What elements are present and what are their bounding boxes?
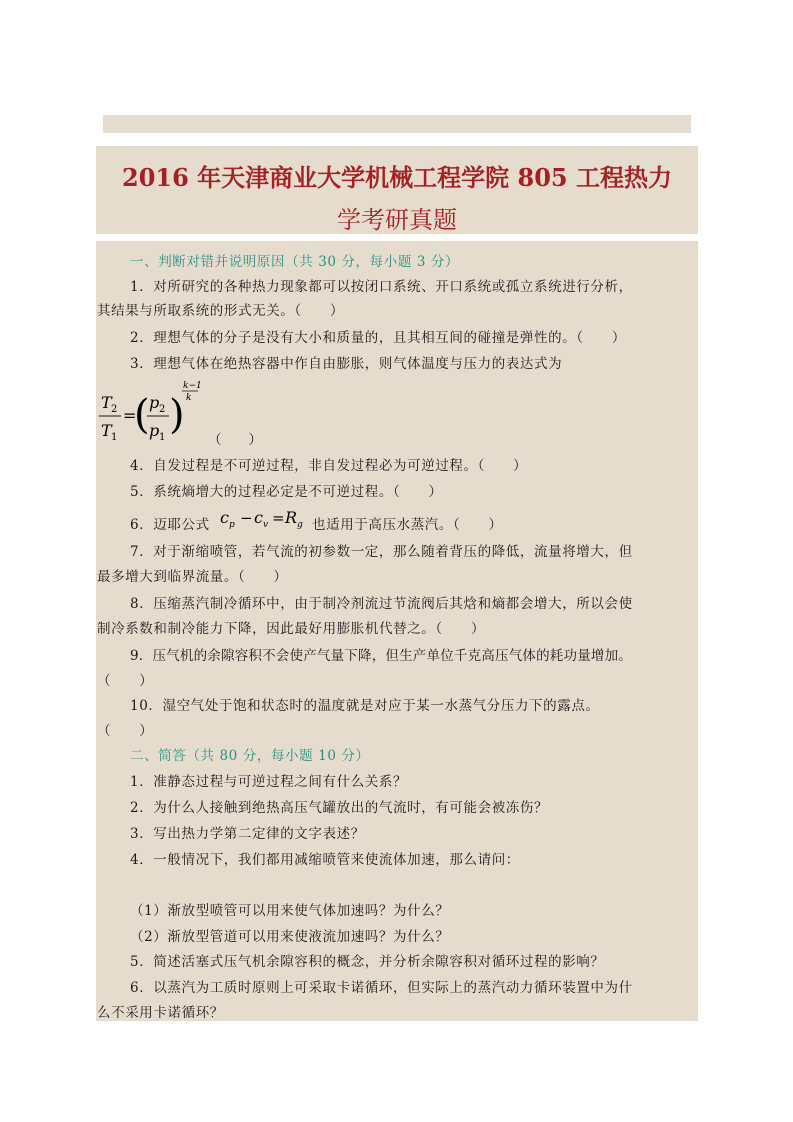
formula-T2: T xyxy=(101,393,112,412)
formula-T1: T xyxy=(101,421,112,440)
question-10-line1: 10．湿空气处于饱和状态时的温度就是对应于某一水蒸气分压力下的露点。 xyxy=(130,698,600,714)
page-title: 2016 年天津商业大学机械工程学院 805 工程热力 xyxy=(122,163,672,192)
question-8-line2: 制冷系数和制冷能力下降，因此最好用膨胀机代替之。（ ） xyxy=(97,621,486,637)
question-9-line1: 9．压气机的余隙容积不会使产气量下降，但生产单位千克高压气体的耗功量增加。 xyxy=(130,648,632,664)
question-6-pre: 6．迈耶公式 xyxy=(130,517,210,533)
formula-p1: p xyxy=(149,421,160,440)
question-1-line1: 1．对所研究的各种热力现象都可以按闭口系统、开口系统或孤立系统进行分析， xyxy=(130,279,633,295)
formula-p2-sub: 2 xyxy=(159,404,166,415)
formula-left-paren: ( xyxy=(134,392,150,438)
formula-T2-sub: 2 xyxy=(111,404,118,415)
question-6-post: 也适用于高压水蒸汽。（ ） xyxy=(312,517,503,533)
meyer-cp: c xyxy=(220,508,229,527)
meyer-cv-sub: v xyxy=(263,520,269,530)
question-5: 5．系统熵增大的过程必定是不可逆过程。（ ） xyxy=(130,484,443,500)
question-3-paren: （ ） xyxy=(208,432,262,448)
formula-svg xyxy=(97,378,217,446)
short-question-6-line1: 6．以蒸汽为工质时原则上可采取卡诺循环，但实际上的蒸汽动力循环装置中为什 xyxy=(130,980,633,996)
short-question-3: 3．写出热力学第二定律的文字表述？ xyxy=(130,826,365,842)
short-question-4: 4．一般情况下，我们都用减缩喷管来使流体加速，那么请问： xyxy=(130,852,520,868)
meyer-equals: = xyxy=(272,509,285,527)
section-heading-judge: 一、判断对错并说明原因（共 30 分，每小题 3 分） xyxy=(130,254,460,270)
formula-exp-den: k xyxy=(186,393,192,403)
meyer-minus: − xyxy=(240,509,253,527)
question-7-line1: 7．对于渐缩喷管，若气流的初参数一定，那么随着背压的降低，流量将增大，但 xyxy=(130,544,633,560)
meyer-formula-svg xyxy=(218,505,312,531)
question-4: 4．自发过程是不可逆过程，非自发过程必为可逆过程。（ ） xyxy=(130,458,528,474)
formula-p2: p xyxy=(149,393,160,412)
question-8-line1: 8．压缩蒸汽制冷循环中，由于制冷剂流过节流阀后其焓和熵都会增大，所以会使 xyxy=(130,596,633,612)
meyer-cp-sub: p xyxy=(229,520,235,530)
short-question-1: 1．准静态过程与可逆过程之间有什么关系？ xyxy=(130,774,408,790)
question-3-formula xyxy=(97,378,217,446)
question-9-line2: （ ） xyxy=(97,673,154,689)
meyer-R: R xyxy=(285,508,298,527)
short-question-2: 2．为什么人接触到绝热高压气罐放出的气流时，有可能会被冻伤？ xyxy=(130,800,549,816)
formula-p1-sub: 1 xyxy=(159,432,166,443)
section-heading-short-answer: 二、简答（共 80 分，每小题 10 分） xyxy=(130,748,370,764)
formula-T1-sub: 1 xyxy=(111,432,118,443)
formula-exp-num: k−1 xyxy=(183,381,202,391)
page-title-line2: 学考研真题 xyxy=(337,206,457,234)
meyer-cv: c xyxy=(254,508,263,527)
short-question-5: 5．简述活塞式压气机余隙容积的概念，并分析余隙容积对循环过程的影响？ xyxy=(130,954,605,970)
question-7-line2: 最多增大到临界流量。（ ） xyxy=(97,569,288,585)
short-question-4-sub1: （1）渐放型喷管可以用来使气体加速吗？为什么？ xyxy=(130,903,450,919)
short-question-4-sub2: （2）渐放型管道可以用来使液流加速吗？为什么？ xyxy=(130,929,450,945)
formula-equals: = xyxy=(123,406,137,425)
question-1-line2: 其结果与所取系统的形式无关。（ ） xyxy=(97,303,345,319)
question-2: 2．理想气体的分子是没有大小和质量的，且其相互间的碰撞是弹性的。（ ） xyxy=(130,330,626,346)
formula-right-paren: ) xyxy=(169,392,185,438)
short-question-6-line2: 么不采用卡诺循环？ xyxy=(97,1005,224,1021)
question-10-line2: （ ） xyxy=(97,723,154,739)
meyer-formula xyxy=(218,505,312,531)
question-3: 3．理想气体在绝热容器中作自由膨胀，则气体温度与压力的表达式为 xyxy=(130,356,563,372)
meyer-R-sub: g xyxy=(297,520,303,530)
header-band xyxy=(103,115,691,133)
